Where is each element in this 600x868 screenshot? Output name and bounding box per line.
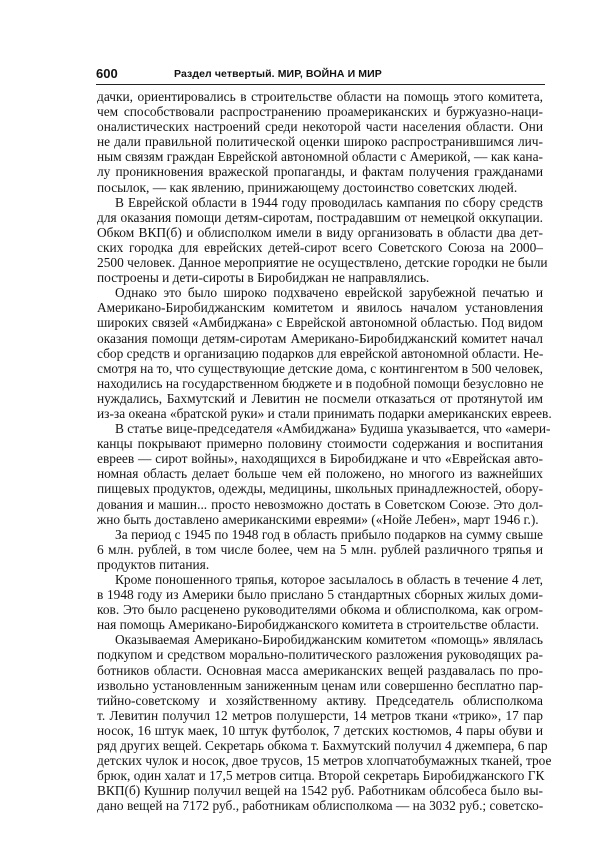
text-line: посылок, — как явлению, принижающему достоинство советских людей. <box>97 179 518 195</box>
text-line: Однако это было широко подхвачено еврейской зарубежной печатью и <box>115 285 543 301</box>
text-line: За период с 1945 по 1948 год в область прибыло подарков на сумму свыше <box>115 526 543 542</box>
text-line: дования и машин... просто невозможно достать в Советском Союзе. Это дол- <box>97 496 543 512</box>
text-line: тийно-советскому и хозяйственному активу. Председатель облисполкома <box>97 692 543 708</box>
paragraph <box>97 194 548 286</box>
text-line: евреев — сирот войны», находящихся в Биробиджане и что «Еврейская авто- <box>97 451 543 467</box>
text-line: лу проникновения вражеской пропаганды, и фактам получения гражданами <box>97 164 543 180</box>
text-line: ным связям граждан Еврейской автономной области с Америкой, — как кана- <box>97 149 543 165</box>
text-line: подкупом и средством морально-политического разложения руководящих ра- <box>97 647 543 663</box>
paragraph <box>97 572 543 632</box>
text-line: дачки, ориентировались в строительстве области на помощь этого комитета, <box>97 89 543 104</box>
paragraph <box>97 632 552 814</box>
text-line: канцы покрывают примерно половину стоимости содержания и воспитания <box>97 436 543 452</box>
text-line: 2500 человек. Данное мероприятие не осуществлено, детские городки не были <box>97 255 548 271</box>
text-line: смотря на то, что существующие детские дома, с контингентом в 500 человек, <box>97 360 543 376</box>
text-line: пищевых продуктов, одежды, медицины, школьных принадлежностей, обору- <box>97 481 543 497</box>
text-line: Оказываемая Американо-Биробиджанским комитетом «помощь» являлась <box>115 632 543 648</box>
text-line: ских городка для еврейских детей-сирот всего Советского Союза на 2000– <box>97 239 543 255</box>
text-line: ряд других вещей. Секретарь обкома т. Бахмутский получил 4 джемпера, 6 пар <box>97 738 548 754</box>
text-line: в 1948 году из Америки было прислано 5 стандартных сборных жилых доми- <box>97 587 543 603</box>
text-line: Обком ВКП(б) и облисполком имели в виду организовать в области два дет- <box>97 224 543 240</box>
text-line: детских чулок и носок, двое трусов, 15 метров хлопчатобумажных тканей, трое <box>97 753 552 769</box>
text-line: из-за океана «братской руки» и стали принимать подарки американских евреев. <box>97 405 552 421</box>
text-line: сбор средств и организацию подарков для еврейской автономной области. Не- <box>97 345 544 361</box>
text-line: оказания помощи детям-сиротам Американо-Биробиджанский комитет начал <box>97 330 543 346</box>
text-line: ВКП(б) Кушнир получил вещей на 1542 руб. Работникам облсобеса было вы- <box>97 783 543 799</box>
text-line: т. Левитин получил 12 метров полушерсти, 14 метров ткани «трико», 17 пар <box>97 707 543 723</box>
text-line: построены и дети-сироты в Биробиджан не направлялись. <box>97 270 430 286</box>
paragraph <box>97 89 543 195</box>
running-header <box>96 66 545 85</box>
text-line: ков. Это было расценено руководителями обкома и облисполкома, как огром- <box>97 602 543 618</box>
text-line: для оказания помощи детям-сиротам, пострадавшим от немецкой оккупации. <box>97 209 543 225</box>
text-line: ная помощь Американо-Биробиджанского комитета в строительстве области. <box>97 617 539 633</box>
text-line: оналистических настроений среди некоторой части населения области. Они <box>97 119 543 135</box>
text-line: нуждались, Бахмутский и Левитин не посмели отказаться от протянутой им <box>97 390 543 406</box>
text-line: Американо-Биробиджанским комитетом и явилось началом установления <box>97 300 543 316</box>
running-title: Раздел четвертый. МИР, ВОЙНА И МИР <box>174 68 382 80</box>
text-line: дано вещей на 7172 руб., работникам облисполкома — на 3032 руб.; советско- <box>97 798 544 814</box>
text-line: не дали правильной политической оценки широко распространившимся лич- <box>97 134 543 150</box>
text-line: 6 млн. рублей, в том числе более, чем на 5 млн. рублей различного тряпья и <box>97 541 543 557</box>
text-line: продуктов питания. <box>97 556 210 572</box>
text-line: номная область делает больше чем ей положено, но многого из важнейших <box>97 466 543 482</box>
text-line: В статье вице-председателя «Амбиджана» Будиша указывается, что «амери- <box>115 421 551 437</box>
text-line: находились на государственном бюджете и в подобной помощи безусловно не <box>97 375 544 391</box>
text-line: ботников области. Основная масса американских вещей раздавалась по про- <box>97 662 543 678</box>
page-body-text <box>97 89 552 814</box>
paragraph <box>97 285 552 421</box>
text-line: брюк, один халат и 17,5 метров ситца. Второй секретарь Биробиджанского ГК <box>97 768 545 784</box>
text-line: В Еврейской области в 1944 году проводилась кампания по сбору средств <box>115 194 543 210</box>
text-line: Кроме поношенного тряпья, которое засылалось в область в течение 4 лет, <box>115 572 543 587</box>
text-line: носок, 16 штук маек, 10 штук футболок, 7 детских костюмов, 4 пары обуви и <box>97 722 543 738</box>
page-number: 600 <box>96 66 118 81</box>
paragraph <box>97 527 543 572</box>
text-line: чем способствовали распространению проамериканских и буржуазно-наци- <box>97 104 543 120</box>
text-line: широких связей «Амбиджана» с Еврейской автономной областью. Под видом <box>97 315 543 331</box>
paragraph <box>97 421 551 527</box>
text-line: извольно установленным заниженным ценам или совершенно бесплатно пар- <box>97 677 543 693</box>
text-line: жно быть доставлено американскими евреями» («Нойе Лебен», март 1946 г.). <box>97 511 539 527</box>
